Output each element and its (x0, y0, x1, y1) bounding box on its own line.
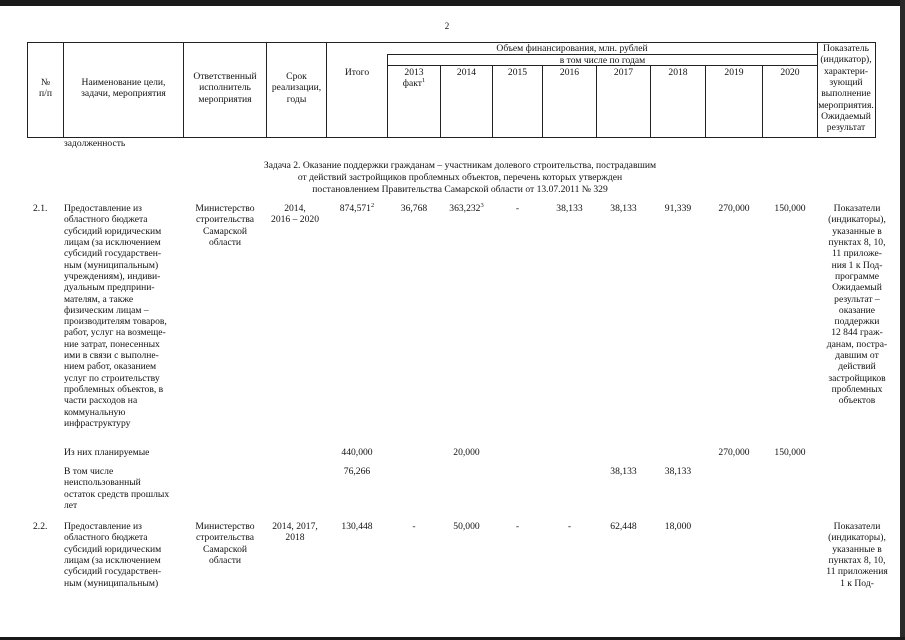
header-year-2017: 2017 (613, 67, 634, 78)
header-year-2015: 2015 (507, 67, 528, 78)
task-heading-line-3: постановлением Правительства Самарской области от 13.07.2011 № 329 (312, 184, 608, 195)
row-2-2-indicator: Показатели (индикаторы), указанные в пунктах 8, 10, 11 приложения 1 к Под- (826, 521, 888, 589)
header-funding: Объем финансирования, млн. рублей (496, 43, 648, 54)
row-2-2-name: Предоставление из областного бюджета субсидий юридическим лицам (за исключением субсидий государствен- ным (муниципальным) (64, 521, 162, 589)
residual-2017: 38,133 (610, 466, 637, 477)
planned-2020: 150,000 (774, 447, 806, 458)
row-2-1-total (327, 203, 387, 214)
row-2-2-2013: - (412, 521, 416, 532)
row-2-1-2020: 150,000 (774, 203, 806, 214)
task-heading-line-1: Задача 2. Оказание поддержки гражданам – участникам долевого строительства, пострадавшим (263, 160, 657, 171)
header-by-years: в том числе по годам (559, 55, 646, 66)
header-bottom-rule (27, 137, 875, 138)
row-2-1-executor: Министерство строительства Самарской области (195, 203, 255, 248)
planned-2019: 270,000 (718, 447, 750, 458)
footnote-1-mark: 1 (421, 77, 426, 85)
header-indicator: Показатель (индикатор), характери- зующий выполнение мероприятия. Ожидаемый результат (818, 43, 874, 134)
residual-total: 76,266 (343, 466, 371, 477)
header-executor: Ответственный исполнитель мероприятия (193, 71, 257, 105)
header-year-2016: 2016 (559, 67, 580, 78)
header-fact-label: факт (402, 78, 422, 90)
row-2-2-2018: 18,000 (664, 521, 692, 532)
header-year-2013-fact (388, 78, 440, 89)
row-2-1-2014-value: 363,232 (449, 203, 481, 214)
header-year-2014: 2014 (456, 67, 477, 78)
row-2-1-indicator: Показатели (индикаторы), указанные в пунктах 8, 10, 11 приложе- ния 1 к Под- программе Ожидаемый результат – оказание поддержки 12 844 граж- данам, постра- давшим от действий застройщиков проблемных объектов (826, 203, 888, 407)
scan-right-edge (900, 0, 905, 640)
page-number: 2 (444, 21, 450, 31)
row-2-1-total-value: 874,571 (339, 203, 371, 214)
task-heading-line-2: от действий застройщиков проблемных объектов, перечень которых утвержден (297, 172, 623, 183)
row-2-1-2015: - (515, 203, 520, 214)
header-col-line (875, 42, 876, 138)
row-2-2-term: 2014, 2017, 2018 (272, 521, 318, 544)
scan-top-edge (0, 0, 905, 6)
header-name: Наименование цели, задачи, мероприятия (81, 77, 166, 100)
planned-total: 440,000 (341, 447, 373, 458)
previous-row-fragment: задолженность (64, 138, 126, 149)
footnote-3-mark: 3 (480, 201, 484, 209)
row-2-1-2016: 38,133 (556, 203, 583, 214)
row-2-2-2017: 62,448 (610, 521, 637, 532)
row-2-2-total: 130,448 (341, 521, 373, 532)
row-2-1-term: 2014, 2016 – 2020 (271, 203, 319, 226)
row-2-1-2019: 270,000 (718, 203, 750, 214)
header-year-2020: 2020 (780, 67, 800, 78)
row-2-2-2014: 50,000 (453, 521, 480, 532)
row-2-1-2017: 38,133 (610, 203, 637, 214)
row-2-1-2014 (441, 203, 492, 214)
residual-label: В том числе неиспользованный остаток средств прошлых лет (64, 466, 170, 511)
row-2-1-2018: 91,339 (664, 203, 692, 214)
row-2-2-executor: Министерство строительства Самарской области (195, 521, 255, 566)
header-year-2019: 2019 (724, 67, 744, 78)
row-2-1-num: 2.1. (33, 203, 48, 214)
row-2-2-2015: - (515, 521, 520, 532)
row-2-1-2013: 36,768 (400, 203, 428, 214)
header-year-2018: 2018 (668, 67, 688, 78)
row-2-1-name: Предоставление из областного бюджета субсидий юридическим лицам (за исключением субсидий государствен- ным (муниципальным) учреждениям), индиви- дуальным предприни- мателям, а также физическим лицам – производителям товаров, работ, услуг на возмеще- ние затрат, понесенных ими в связи с выполне- нием работ, оказанием услуг по строительству проблемных объектов, в части расходов на коммунальную инфраструктуру (64, 203, 167, 429)
header-num: № п/п (39, 77, 52, 100)
header-year-2013 (388, 67, 440, 90)
header-col-line (326, 42, 327, 138)
header-total: Итого (344, 67, 370, 78)
row-2-2-num: 2.2. (33, 521, 48, 532)
footnote-2-mark: 2 (370, 201, 375, 209)
planned-2014: 20,000 (453, 447, 480, 458)
planned-label: Из них планируемые (64, 447, 150, 458)
header-term: Срок реализации, годы (271, 71, 322, 105)
row-2-2-2016: - (567, 521, 572, 532)
header-year-2013-label: 2013 (404, 67, 424, 78)
residual-2018: 38,133 (664, 466, 692, 477)
